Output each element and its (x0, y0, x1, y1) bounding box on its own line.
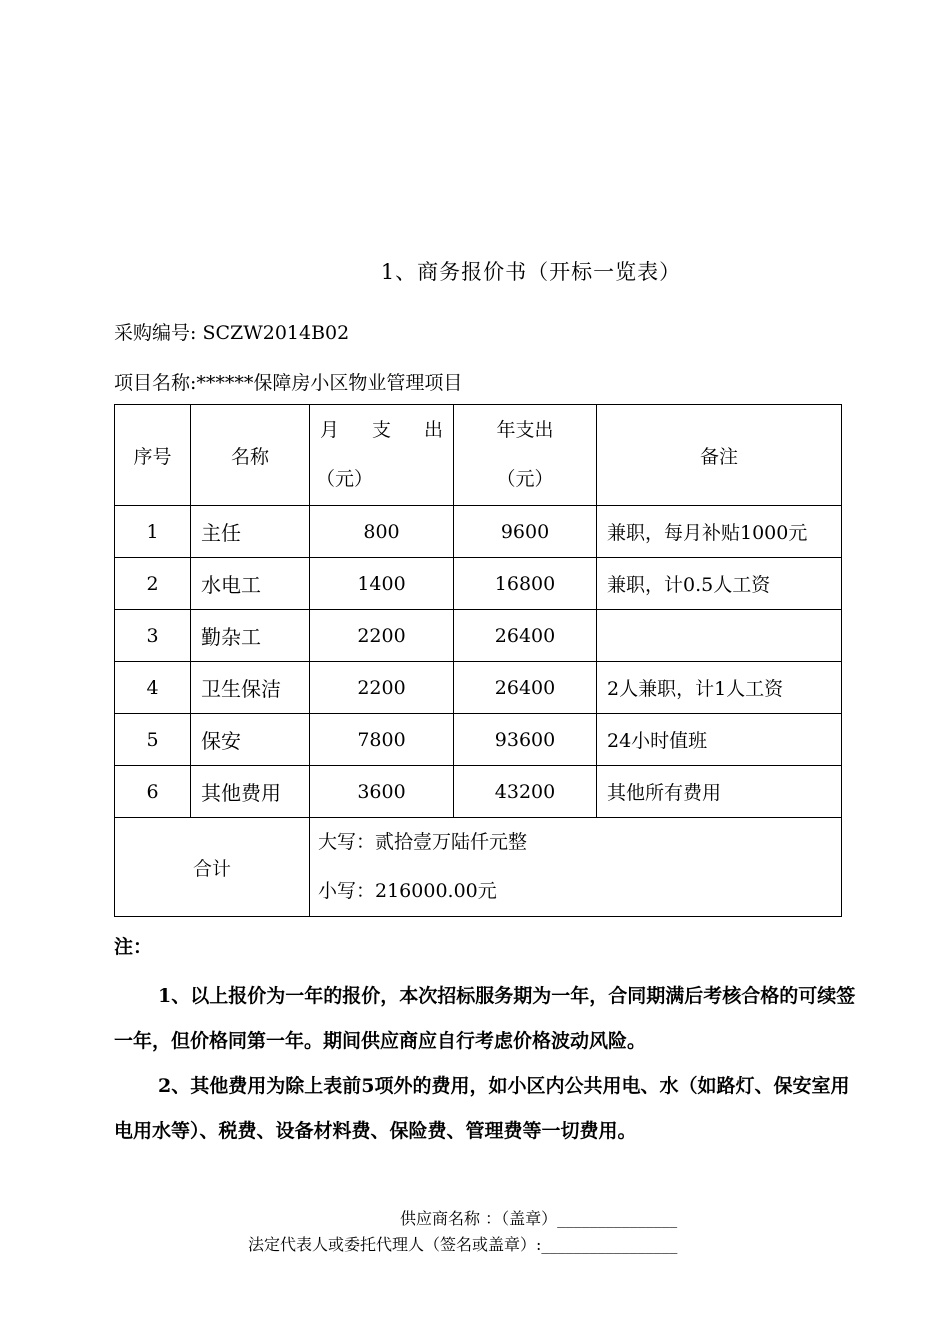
procurement-number: 采购编号: SCZW2014B02 (114, 322, 350, 344)
total-upper: 大写：贰拾壹万陆仟元整 (318, 831, 528, 853)
table-row: 2 水电工 1400 16800 兼职，计0.5人工资 (115, 558, 842, 610)
notes-body (114, 974, 866, 1154)
note-item: 2、其他费用为除上表前5项外的费用，如小区内公共用电、水（如路灯、保安室用电用水等）、税费、设备材料费、保险费、管理费等一切费用。 (114, 1075, 850, 1142)
header-yearly: 年支出 （元） (454, 405, 597, 506)
header-monthly: 月 支 出 （元） (310, 405, 454, 506)
notes-title: 注： (114, 936, 153, 958)
quote-table (114, 404, 842, 917)
project-name: 项目名称:******保障房小区物业管理项目 (114, 372, 463, 394)
header-remark: 备注 (597, 405, 842, 506)
page-title: 1、商务报价书（开标一览表） (380, 260, 682, 284)
representative-signature-line: 法定代表人或委托代理人（签名或盖章）:_________________ (248, 1235, 678, 1254)
supplier-signature-line: 供应商名称 ：（盖章）_______________ (400, 1209, 678, 1228)
table-row: 5 保安 7800 93600 24小时值班 (115, 714, 842, 766)
table-header-row (115, 405, 842, 506)
header-name: 名称 (191, 405, 310, 506)
table-row: 1 主任 800 9600 兼职，每月补贴1000元 (115, 506, 842, 558)
table-total-row (115, 818, 842, 917)
total-amount (310, 818, 842, 917)
table-row: 3 勤杂工 2200 26400 (115, 610, 842, 662)
note-item: 1、以上报价为一年的报价，本次招标服务期为一年，合同期满后考核合格的可续签一年，但价格同第一年。期间供应商应自行考虑价格波动风险。 (114, 985, 856, 1052)
table-row: 6 其他费用 3600 43200 其他所有费用 (115, 766, 842, 818)
total-label: 合计 (115, 818, 310, 917)
total-lower: 小写：216000.00元 (318, 880, 497, 902)
header-seq: 序号 (115, 405, 191, 506)
table-row: 4 卫生保洁 2200 26400 2人兼职，计1人工资 (115, 662, 842, 714)
